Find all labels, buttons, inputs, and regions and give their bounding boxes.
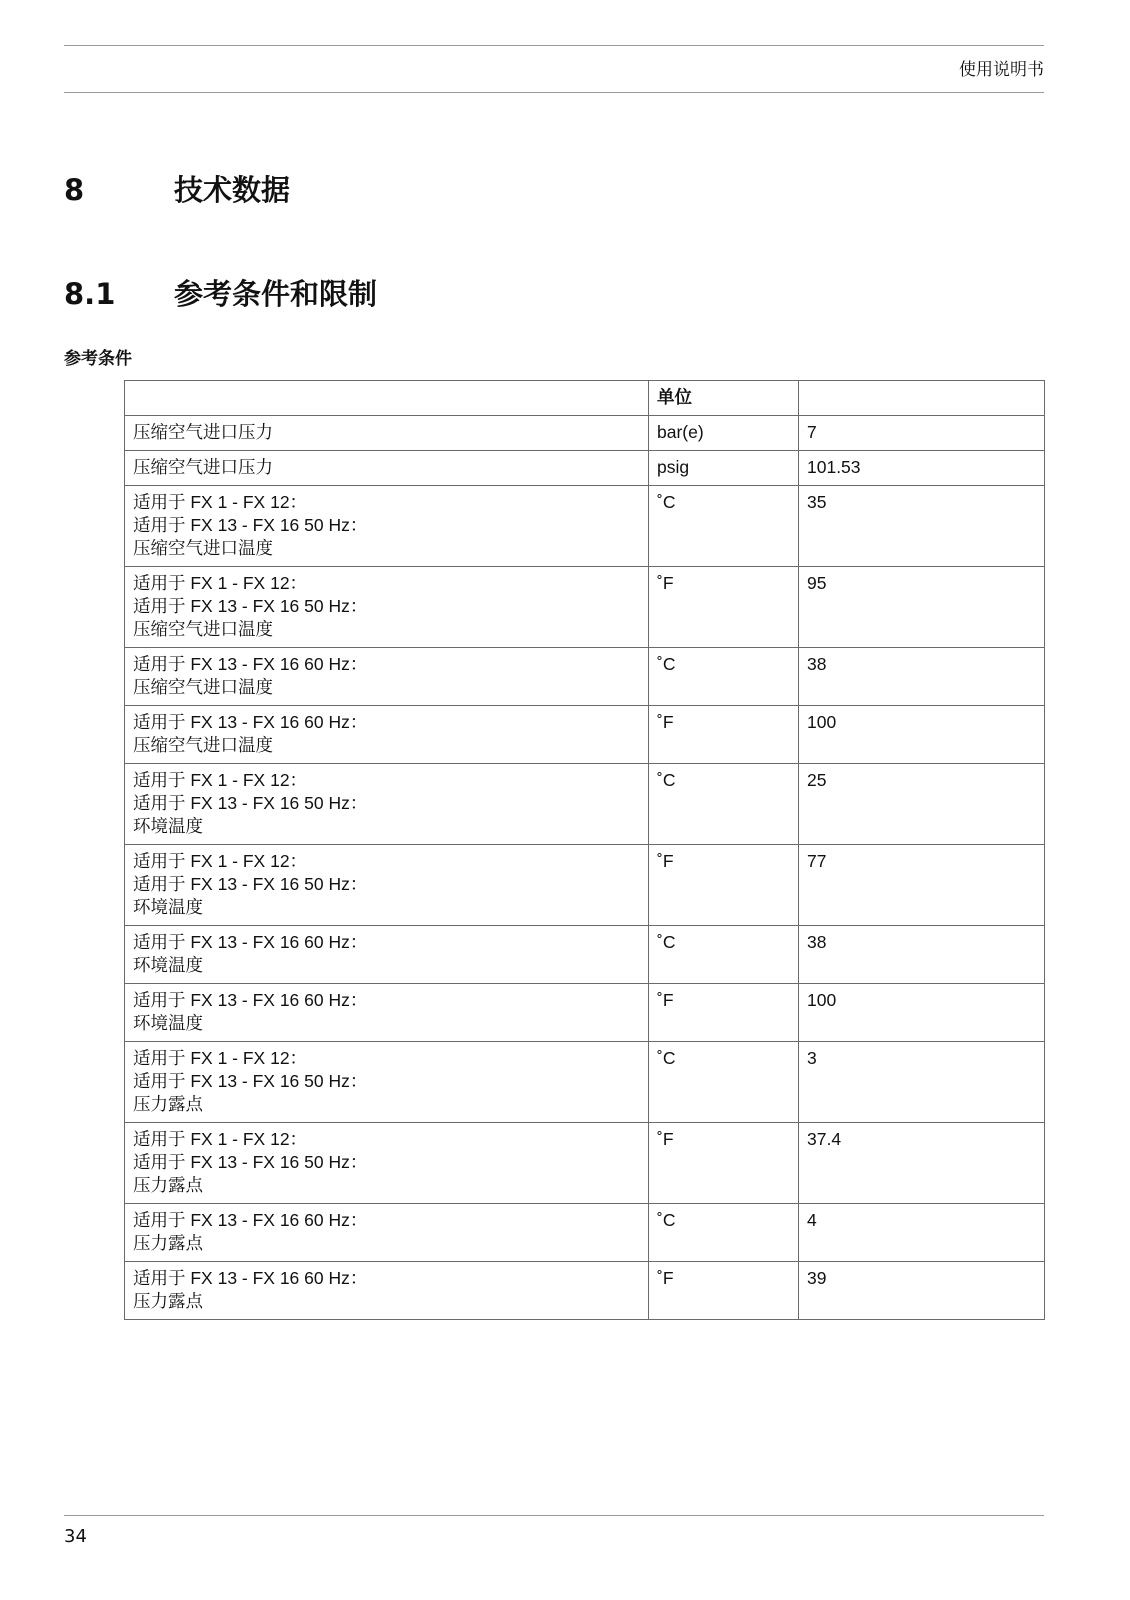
description-line: 适用于 FX 1 - FX 12： [133, 573, 308, 593]
description-line: 适用于 FX 13 - FX 16 60 Hz： [133, 932, 368, 952]
cell-description [125, 416, 649, 451]
cell-unit: ˚F [649, 706, 799, 764]
description-line: 压力露点 [133, 1233, 203, 1253]
table-row [125, 567, 1045, 648]
description-line: 适用于 FX 13 - FX 16 60 Hz： [133, 1268, 368, 1288]
table-row [125, 1262, 1045, 1320]
table-row [125, 1204, 1045, 1262]
description-line: 环境温度 [133, 955, 203, 975]
header-cell-value [799, 381, 1045, 416]
description-line: 压缩空气进口压力 [133, 457, 273, 477]
header-cell-description [125, 381, 649, 416]
description-line: 压力露点 [133, 1291, 203, 1311]
cell-description [125, 1262, 649, 1320]
table-body [125, 416, 1045, 1320]
cell-description [125, 1123, 649, 1204]
cell-value: 101.53 [799, 451, 1045, 486]
cell-value: 3 [799, 1042, 1045, 1123]
cell-description [125, 451, 649, 486]
description-line: 适用于 FX 13 - FX 16 50 Hz： [133, 1152, 368, 1172]
cell-unit: ˚C [649, 764, 799, 845]
cell-unit: ˚C [649, 926, 799, 984]
description-line: 压力露点 [133, 1094, 203, 1114]
section-number: 8.1 [64, 277, 116, 311]
description-line: 环境温度 [133, 816, 203, 836]
cell-value: 38 [799, 648, 1045, 706]
description-line: 适用于 FX 13 - FX 16 60 Hz： [133, 1210, 368, 1230]
document-title: 使用说明书 [959, 60, 1044, 80]
description-line: 适用于 FX 13 - FX 16 50 Hz： [133, 1071, 368, 1091]
description-line: 适用于 FX 1 - FX 12： [133, 851, 308, 871]
section-title: 参考条件和限制 [174, 277, 378, 311]
table-row [125, 451, 1045, 486]
cell-unit: ˚F [649, 567, 799, 648]
table-row [125, 706, 1045, 764]
cell-description [125, 926, 649, 984]
cell-value: 39 [799, 1262, 1045, 1320]
description-line: 压缩空气进口压力 [133, 422, 273, 442]
table-row [125, 486, 1045, 567]
cell-value: 25 [799, 764, 1045, 845]
description-line: 压缩空气进口温度 [133, 619, 273, 639]
chapter-heading [64, 168, 290, 209]
cell-description [125, 845, 649, 926]
description-line: 压缩空气进口温度 [133, 735, 273, 755]
cell-description [125, 1042, 649, 1123]
cell-value: 100 [799, 706, 1045, 764]
description-line: 环境温度 [133, 1013, 203, 1033]
description-line: 适用于 FX 1 - FX 12： [133, 770, 308, 790]
table-row [125, 416, 1045, 451]
header-rule-bottom [64, 92, 1044, 93]
description-line: 适用于 FX 13 - FX 16 60 Hz： [133, 990, 368, 1010]
description-line: 适用于 FX 1 - FX 12： [133, 1048, 308, 1068]
cell-unit: ˚F [649, 845, 799, 926]
table-row [125, 926, 1045, 984]
cell-unit: ˚F [649, 1123, 799, 1204]
cell-value: 100 [799, 984, 1045, 1042]
cell-unit: bar(e) [649, 416, 799, 451]
table-row [125, 845, 1045, 926]
footer-rule [64, 1515, 1044, 1516]
description-line: 压缩空气进口温度 [133, 677, 273, 697]
cell-description [125, 764, 649, 845]
cell-value: 77 [799, 845, 1045, 926]
cell-unit: ˚F [649, 984, 799, 1042]
chapter-number: 8 [64, 173, 85, 207]
cell-description [125, 706, 649, 764]
description-line: 适用于 FX 13 - FX 16 60 Hz： [133, 712, 368, 732]
description-line: 适用于 FX 13 - FX 16 50 Hz： [133, 515, 368, 535]
table-header-row [125, 381, 1045, 416]
description-line: 环境温度 [133, 897, 203, 917]
description-line: 适用于 FX 13 - FX 16 60 Hz： [133, 654, 368, 674]
description-line: 适用于 FX 1 - FX 12： [133, 492, 308, 512]
chapter-title: 技术数据 [174, 173, 291, 207]
cell-description [125, 567, 649, 648]
cell-unit: ˚C [649, 1204, 799, 1262]
description-line: 适用于 FX 13 - FX 16 50 Hz： [133, 793, 368, 813]
cell-unit: ˚F [649, 1262, 799, 1320]
table-row [125, 984, 1045, 1042]
header-cell-unit: 单位 [649, 381, 799, 416]
page-number: 34 [64, 1526, 87, 1547]
description-line: 压缩空气进口温度 [133, 538, 273, 558]
section-heading [64, 272, 377, 313]
cell-unit: psig [649, 451, 799, 486]
cell-value: 35 [799, 486, 1045, 567]
table-row [125, 1042, 1045, 1123]
cell-value: 38 [799, 926, 1045, 984]
description-line: 适用于 FX 13 - FX 16 50 Hz： [133, 874, 368, 894]
table-row [125, 764, 1045, 845]
reference-conditions-table [124, 380, 1045, 1320]
cell-unit: ˚C [649, 648, 799, 706]
description-line: 压力露点 [133, 1175, 203, 1195]
cell-description [125, 648, 649, 706]
cell-value: 4 [799, 1204, 1045, 1262]
description-line: 适用于 FX 1 - FX 12： [133, 1129, 308, 1149]
cell-unit: ˚C [649, 1042, 799, 1123]
table-subheading: 参考条件 [64, 349, 132, 369]
table-row [125, 1123, 1045, 1204]
cell-description [125, 486, 649, 567]
cell-unit: ˚C [649, 486, 799, 567]
cell-value: 7 [799, 416, 1045, 451]
header-rule-top [64, 45, 1044, 46]
table-row [125, 648, 1045, 706]
cell-description [125, 1204, 649, 1262]
cell-value: 37.4 [799, 1123, 1045, 1204]
cell-value: 95 [799, 567, 1045, 648]
description-line: 适用于 FX 13 - FX 16 50 Hz： [133, 596, 368, 616]
cell-description [125, 984, 649, 1042]
